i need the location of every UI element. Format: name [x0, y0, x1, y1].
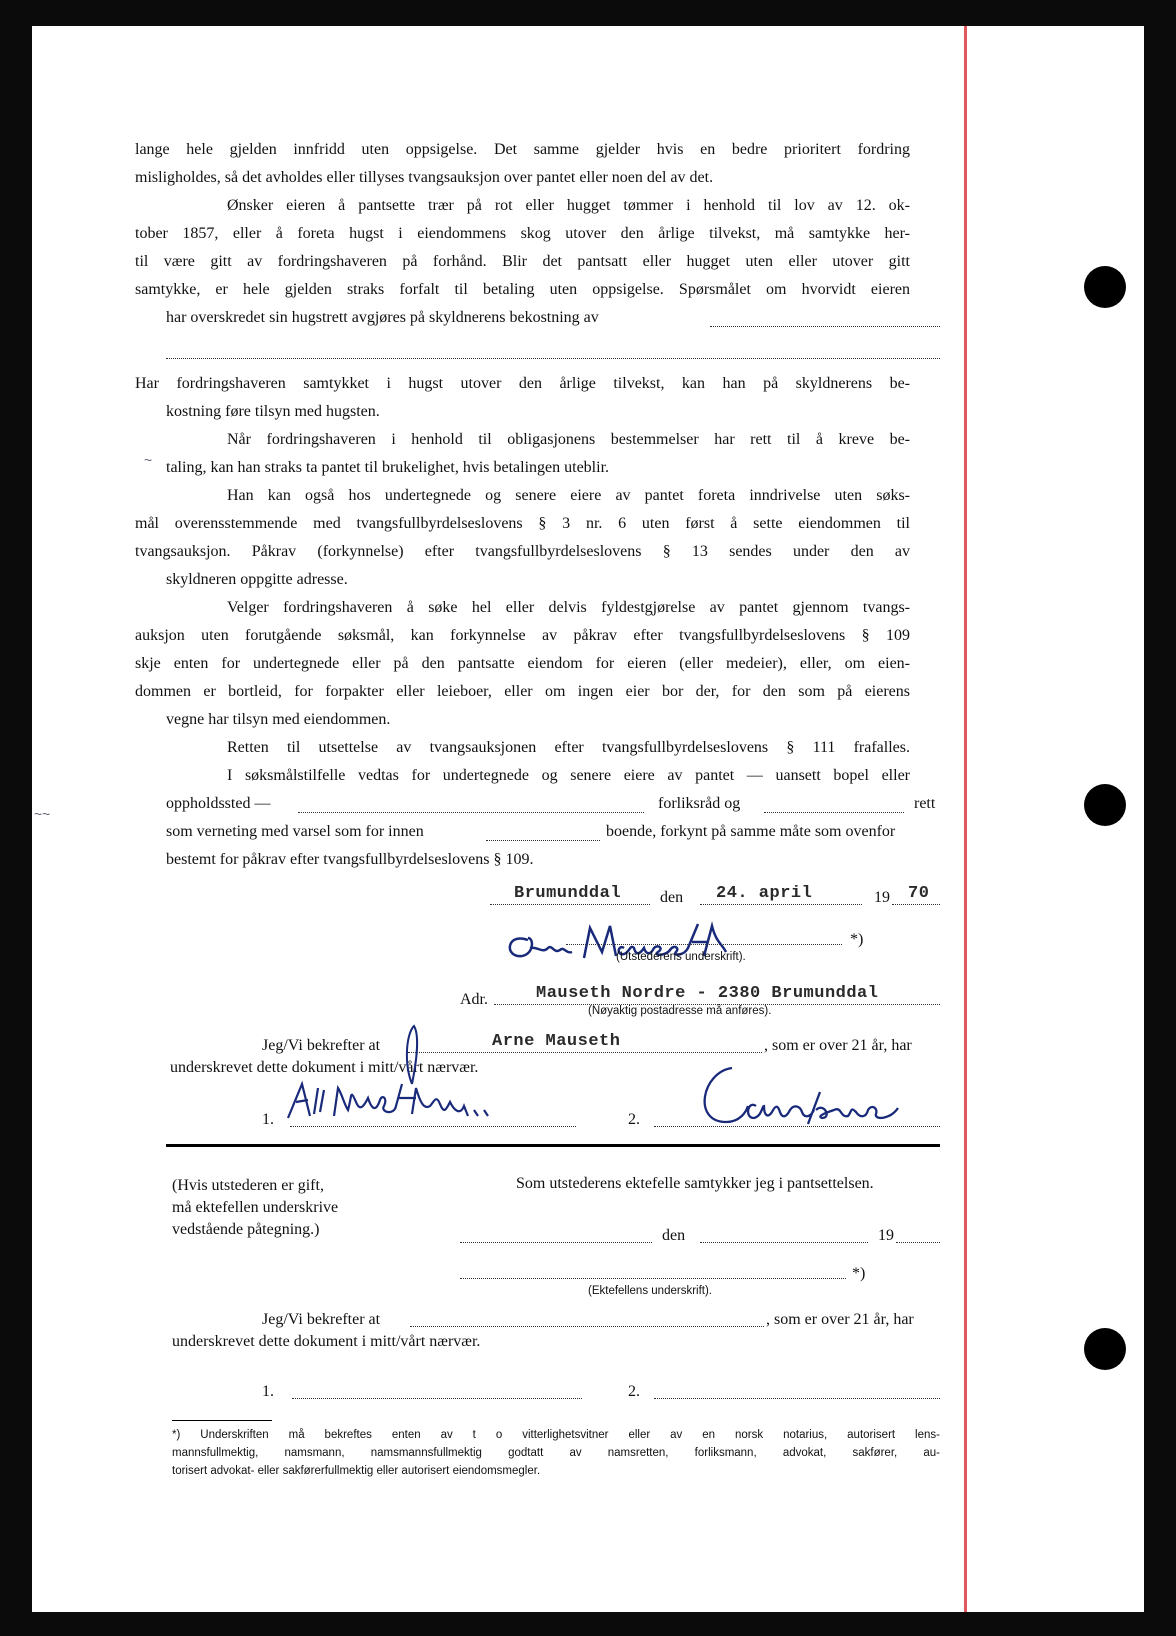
punch-hole-3 — [1084, 1328, 1126, 1370]
blank-line — [490, 904, 650, 905]
text-line: tvangsauksjon. Påkrav (forkynnelse) efter tvangsfullbyrdelseslovens § 13 sendes under den av — [135, 543, 910, 560]
blank-line — [460, 1242, 652, 1243]
footnote-line: mannsfullmektig, namsmann, namsmannsfullmektig godtatt av namsretten, forliksmann, advokat, sakfører, au- — [172, 1447, 940, 1459]
witness-1-label: 1. — [262, 1383, 274, 1400]
text-line: , som er over 21 år, har — [764, 1037, 912, 1054]
text-line: underskrevet dette dokument i mitt/vårt nærvær. — [172, 1333, 481, 1350]
place-field: Brumunddal — [514, 884, 622, 903]
text-line: mål overensstemmende med tvangsfullbyrdelseslovens § 3 nr. 6 uten først å sette eiendommen til — [135, 515, 910, 532]
text-line: Retten til utsettelse av tvangsauksjonen efter tvangsfullbyrdelseslovens § 111 frafalles. — [227, 739, 910, 756]
text-line: har overskredet sin hugstrett avgjøres på skyldnerens bekostning av — [166, 309, 599, 326]
text-line: skyldneren oppgitte adresse. — [166, 571, 348, 588]
blank-line — [166, 358, 940, 359]
margin-dash-mark: ~ — [144, 452, 153, 468]
date-field: 24. april — [716, 884, 813, 903]
text-line: samtykke, er hele gjelden straks forfalt til betaling uten oppsigelse. Spørsmålet om hvorvidt eieren — [135, 281, 910, 298]
text-line: dommen er bortleid, for forpakter eller leieboer, eller om ingen eier bor der, for den som på eierens — [135, 683, 910, 700]
text-line: *) — [852, 1265, 866, 1282]
footnote-rule — [172, 1420, 272, 1421]
text-line: den — [660, 889, 684, 906]
blank-line — [654, 1398, 940, 1399]
witness-2-label: 2. — [628, 1383, 640, 1400]
text-line: auksjon uten forutgående søksmål, kan forkynnelse av påkrav efter tvangsfullbyrdelseslovens § 109 — [135, 627, 910, 644]
spouse-note: må ektefellen underskrive — [172, 1199, 339, 1216]
text-line: Velger fordringshaveren å søke hel eller delvis fyldestgjørelse av pantet gjennom tvangs- — [227, 599, 910, 616]
blank-line — [892, 904, 940, 905]
text-line: taling, kan han straks ta pantet til brukelighet, hvis betalingen uteblir. — [166, 459, 610, 476]
blank-line — [896, 1242, 940, 1243]
blank-line — [486, 840, 600, 841]
caption: (Ektefellens underskrift). — [588, 1285, 712, 1297]
witness-1-label: 1. — [262, 1111, 274, 1128]
text-line: Jeg/Vi bekrefter at — [262, 1037, 381, 1054]
text-line: Han kan også hos undertegnede og senere eiere av pantet foreta inndrivelse uten søks- — [227, 487, 910, 504]
text-line: forliksråd og — [658, 795, 741, 812]
text-line: tober 1857, eller å foreta hugst i eiendommens skog utover den årlige tilvekst, må samtykke her- — [135, 225, 910, 242]
punch-hole-1 — [1084, 266, 1126, 308]
caption: (Utstederens underskrift). — [616, 951, 746, 963]
text-line: , som er over 21 år, har — [766, 1311, 914, 1328]
margin-scribble-mark: ~~ — [34, 806, 51, 822]
text-line: Når fordringshaveren i henhold til obligasjonens bestemmelser har rett til å kreve be- — [227, 431, 910, 448]
text-line: misligholdes, så det avholdes eller tillyses tvangsauksjon over pantet eller noen del av det. — [135, 169, 714, 186]
footnote-line: *) Underskriften må bekreftes enten av t o vitterlighetsvitner eller av en norsk notarius, autorisert lens- — [172, 1429, 940, 1441]
witness-2-signature — [692, 1062, 912, 1128]
text-line: skje enten for undertegnede eller på den pantsatte eiendom for eieren (eller medeier), eller, om eien- — [135, 655, 910, 672]
spouse-consent: Som utstederens ektefelle samtykker jeg i pantsettelsen. — [516, 1175, 874, 1192]
text-line: som verneting med varsel som for innen — [166, 823, 424, 840]
text-line: boende, forkynt på samme måte som ovenfor — [606, 823, 896, 840]
text-line: I søksmålstilfelle vedtas for undertegnede og senere eiere av pantet — uansett bopel eller — [227, 767, 910, 784]
blank-line — [290, 1126, 576, 1127]
caption: (Nøyaktig postadresse må anføres). — [588, 1005, 772, 1017]
text-line: Jeg/Vi bekrefter at — [262, 1311, 381, 1328]
blank-line — [566, 944, 842, 945]
spouse-note: vedstående påtegning.) — [172, 1221, 320, 1238]
blank-line — [292, 1398, 582, 1399]
text-line: underskrevet dette dokument i mitt/vårt nærvær. — [170, 1059, 479, 1076]
punch-hole-2 — [1084, 784, 1126, 826]
text-line: *) — [850, 931, 864, 948]
blank-line — [710, 326, 940, 327]
footnote-line: torisert advokat- eller sakførerfullmektig eller autorisert eiendomsmegler. — [172, 1465, 541, 1477]
text-line: oppholdssted — — [166, 795, 271, 812]
blank-line — [700, 1242, 868, 1243]
text-line: den — [662, 1227, 686, 1244]
witness-1-signature — [284, 1024, 584, 1120]
text-line: lange hele gjelden innfridd uten oppsigelse. Det samme gjelder hvis en bedre prioritert fordring — [135, 141, 910, 158]
text-line: til være gitt av fordringshaveren på forhånd. Blir det pantsatt eller hugget uten eller utover gitt — [135, 253, 910, 270]
blank-line — [654, 1126, 940, 1127]
margin-red-line — [964, 26, 967, 1612]
text-line: kostning føre tilsyn med hugsten. — [166, 403, 380, 420]
text-line: vegne har tilsyn med eiendommen. — [166, 711, 391, 728]
blank-line — [410, 1326, 764, 1327]
blank-line — [298, 812, 644, 813]
text-line: Har fordringshaveren samtykket i hugst utover den årlige tilvekst, kan han på skyldnerens be- — [135, 375, 910, 392]
text-line: 19 — [874, 889, 890, 906]
year-field: 70 — [908, 884, 930, 903]
spouse-signature-line — [460, 1278, 846, 1279]
witnessed-name: Arne Mauseth — [492, 1032, 621, 1051]
text-line: rett — [914, 795, 936, 812]
spouse-note: (Hvis utstederen er gift, — [172, 1177, 324, 1194]
blank-line — [700, 904, 862, 905]
address-field: Mauseth Nordre - 2380 Brumunddal — [536, 984, 879, 1003]
witness-2-label: 2. — [628, 1111, 640, 1128]
text-line: Adr. — [460, 991, 488, 1008]
blank-line — [764, 812, 904, 813]
section-divider — [166, 1144, 940, 1147]
text-line: bestemt for påkrav efter tvangsfullbyrdelseslovens § 109. — [166, 851, 534, 868]
text-line: 19 — [878, 1227, 894, 1244]
text-line: Ønsker eieren å pantsette trær på rot eller hugget tømmer i henhold til lov av 12. ok- — [227, 197, 910, 214]
